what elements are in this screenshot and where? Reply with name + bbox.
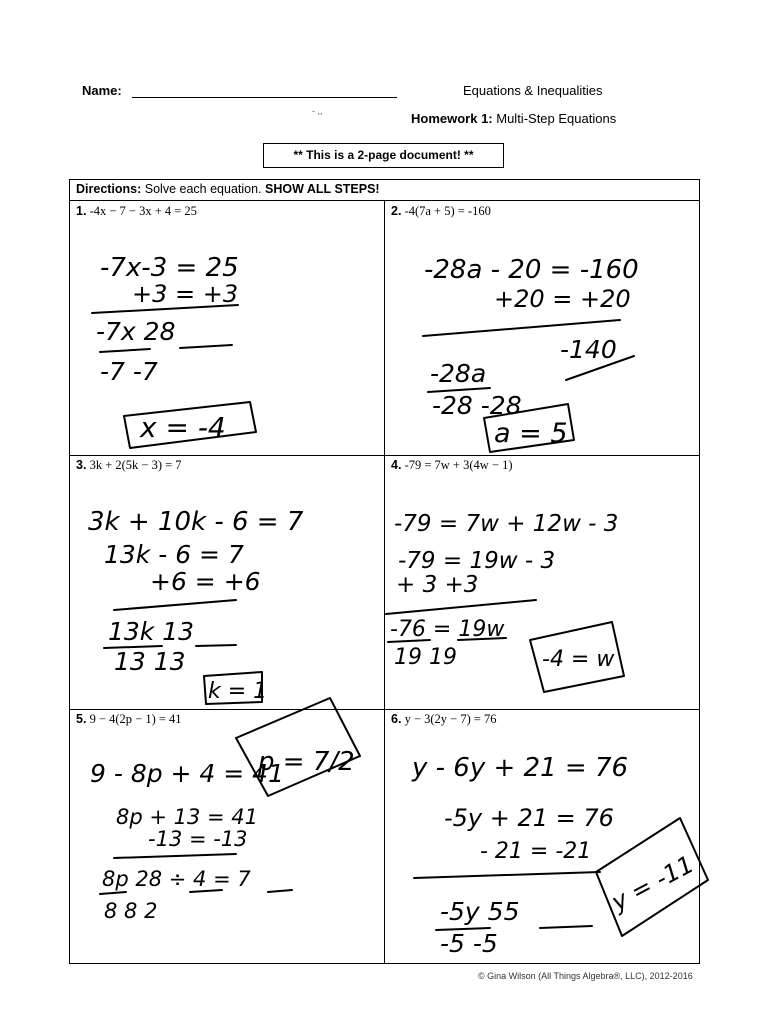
p6-answer: y = -11 (606, 850, 699, 917)
p4-work-line-1: -79 = 7w + 12w - 3 (394, 511, 619, 537)
problem-4-number: 4. (391, 458, 402, 472)
p1-work-line-4: -7 -7 (100, 357, 158, 386)
problem-1-equation: -4x − 7 − 3x + 4 = 25 (86, 204, 197, 218)
homework-topic: Multi-Step Equations (492, 111, 617, 126)
p5-work-line-3: -13 = -13 (148, 827, 248, 851)
p4-work-line-4: -76 = 19w (390, 617, 505, 642)
p3-work-line-5: 13 13 (114, 647, 186, 676)
p2-work-line-4: -28a (430, 359, 487, 388)
p1-fraction-bars (100, 345, 232, 352)
p1-work-line-1: -7x-3 = 25 (100, 253, 239, 283)
stray-mark: - ,, (312, 106, 323, 116)
page-notice: ** This is a 2-page document! ** (263, 143, 504, 168)
p5-rule (114, 854, 236, 858)
p6-work-line-4: -5y 55 (440, 897, 520, 926)
name-label: Name: (82, 83, 122, 98)
problem-3-number: 3. (76, 458, 87, 472)
problem-5-number: 5. (76, 712, 87, 726)
p2-work-line-3: -140 (560, 335, 617, 364)
p2-work-line-5: -28 -28 (432, 391, 522, 420)
p1-work-line-2: +3 = +3 (132, 280, 239, 308)
directions-label: Directions: (76, 182, 142, 196)
p6-rule (414, 872, 600, 878)
p3-work-line-3: +6 = +6 (150, 567, 261, 596)
p2-work-line-2: +20 = +20 (494, 285, 631, 313)
problem-3-equation: 3k + 2(5k − 3) = 7 (86, 458, 182, 472)
p3-work-line-4: 13k 13 (108, 617, 195, 646)
p4-work-line-3: + 3 +3 (396, 572, 479, 598)
p2-answer: a = 5 (494, 418, 568, 449)
p5-work-line-1: 9 - 8p + 4 = 41 (90, 759, 284, 788)
copyright-footer: © Gina Wilson (All Things Algebra®, LLC), 2012-2016 (478, 971, 693, 981)
p1-answer: x = -4 (140, 411, 226, 444)
problem-6-equation: y − 3(2y − 7) = 76 (401, 712, 497, 726)
problem-2-number: 2. (391, 204, 402, 218)
p6-work-line-5: -5 -5 (440, 929, 498, 958)
p5-answer: p = 7/2 (258, 747, 355, 777)
p2-work-line-1: -28a - 20 = -160 (424, 255, 639, 285)
p4-work-line-2: -79 = 19w - 3 (398, 548, 556, 574)
p3-rule (114, 600, 236, 610)
homework-number: Homework 1: (411, 111, 493, 126)
p5-work-line-5: 8 8 2 (104, 899, 158, 923)
p3-work-line-2: 13k - 6 = 7 (104, 540, 244, 569)
p5-work-line-4: 8p 28 ÷ 4 = 7 (102, 867, 251, 891)
p2-rule (423, 320, 620, 336)
p4-answer: -4 = w (542, 647, 615, 672)
p6-work-line-2: -5y + 21 = 76 (444, 804, 614, 832)
p3-work-line-1: 3k + 10k - 6 = 7 (88, 507, 304, 537)
p4-rule (386, 600, 536, 614)
p1-work-line-3: -7x 28 (96, 317, 176, 346)
problem-5-equation: 9 − 4(2p − 1) = 41 (86, 712, 182, 726)
directions-emphasis: SHOW ALL STEPS! (265, 182, 380, 196)
p3-answer: k = 1 (208, 679, 268, 704)
p4-work-line-5: 19 19 (394, 645, 457, 670)
problem-4-equation: -79 = 7w + 3(4w − 1) (401, 458, 513, 472)
problem-2-equation: -4(7a + 5) = -160 (401, 204, 491, 218)
directions-text: Solve each equation. (141, 182, 265, 196)
p6-work-line-1: y - 6y + 21 = 76 (412, 753, 629, 783)
p5-work-line-2: 8p + 13 = 41 (116, 805, 259, 829)
problem-1-number: 1. (76, 204, 87, 218)
problem-6-number: 6. (391, 712, 402, 726)
unit-title: Equations & Inequalities (463, 83, 603, 98)
p6-work-line-3: - 21 = -21 (480, 839, 592, 864)
